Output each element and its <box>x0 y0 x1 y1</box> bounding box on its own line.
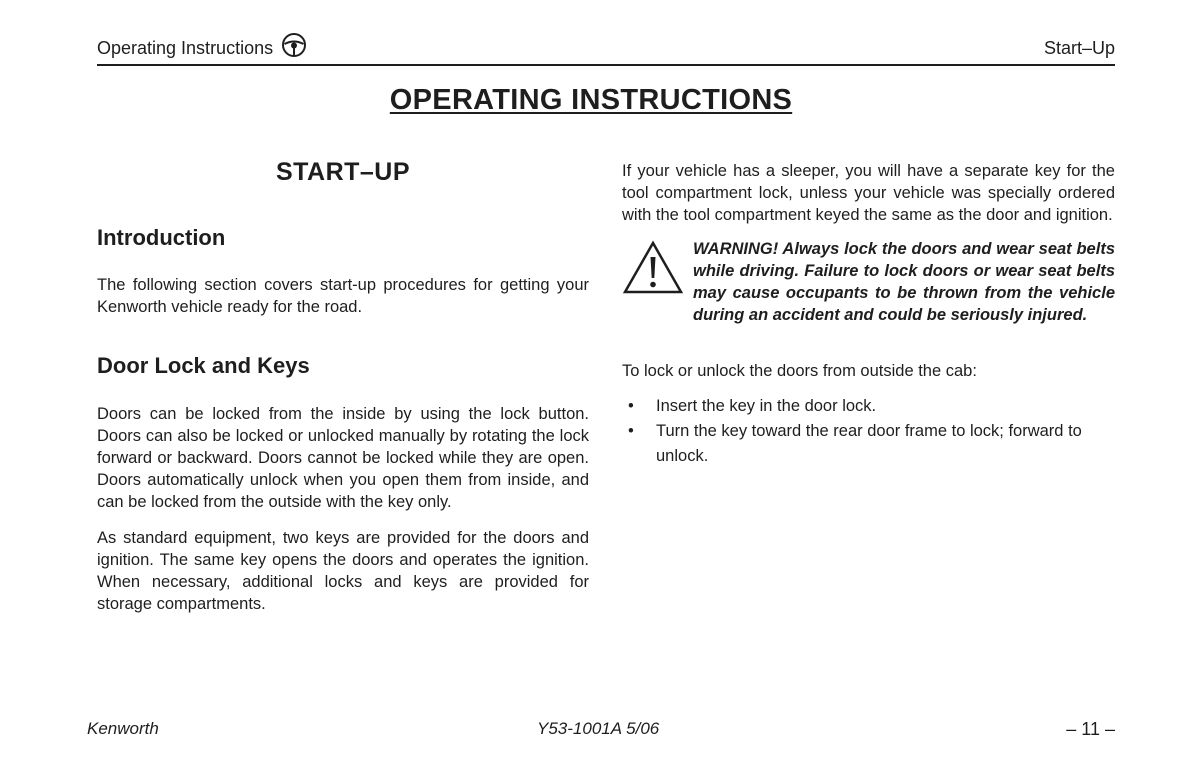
right-column <box>622 160 1115 469</box>
header-chapter-label: Start–Up <box>1043 38 1115 58</box>
list-item-text: Insert the key in the door lock. <box>656 397 877 415</box>
door-lock-heading: Door Lock and Keys <box>97 353 310 378</box>
header-divider <box>97 64 1115 66</box>
page-title: OPERATING INSTRUCTIONS <box>389 84 793 116</box>
introduction-heading: Introduction <box>97 225 226 250</box>
list-item-text: Turn the key toward the rear door frame to lock; forward to unlock. <box>656 422 1082 465</box>
warning-block <box>622 238 1115 348</box>
bullet-glyph: • <box>628 422 634 440</box>
bullet-glyph: • <box>628 397 634 415</box>
door-lock-paragraph-1: Doors can be locked from the inside by using the lock button. Doors can also be locked or unlocked manually by rotating the lock forward or backward. Doors cannot be locked while they are open. Doors automatically unlock when you open them from inside, and can be locked from the outside with the key only. <box>97 405 589 511</box>
footer-document-code: Y53-1001A 5/06 <box>537 719 660 738</box>
introduction-paragraph: The following section covers start-up procedures for getting your Kenworth vehicle ready for the road. <box>97 276 589 316</box>
list-item <box>622 394 1115 419</box>
sleeper-paragraph: If your vehicle has a sleeper, you will have a separate key for the tool compartment lock, unless your vehicle was specially ordered with the tool compartment keyed the same as the door and ignition. <box>622 162 1115 224</box>
list-item <box>622 419 1115 469</box>
footer-brand: Kenworth <box>87 719 159 738</box>
lock-steps-list <box>622 394 1115 469</box>
left-column <box>97 150 589 615</box>
page-number: – 11 – <box>1066 719 1115 739</box>
door-lock-paragraph-2: As standard equipment, two keys are provided for the doors and ignition. The same key opens the doors and operates the ignition. When necessary, additional locks and keys are provided for storage compartments. <box>97 529 589 613</box>
header-left <box>97 38 307 59</box>
lock-instruction: To lock or unlock the doors from outside the cab: <box>622 362 977 380</box>
header-section-label: Operating Instructions <box>97 38 274 58</box>
page-header <box>97 30 1115 64</box>
section-title: START–UP <box>275 158 411 186</box>
warning-text: WARNING! Always lock the doors and wear seat belts while driving. Failure to lock doors or wear seat belts may cause occupants to be thrown from the vehicle during an accident and could be seriously injured. <box>693 240 1115 324</box>
steering-wheel-icon <box>281 32 307 58</box>
warning-triangle-icon <box>622 240 684 296</box>
